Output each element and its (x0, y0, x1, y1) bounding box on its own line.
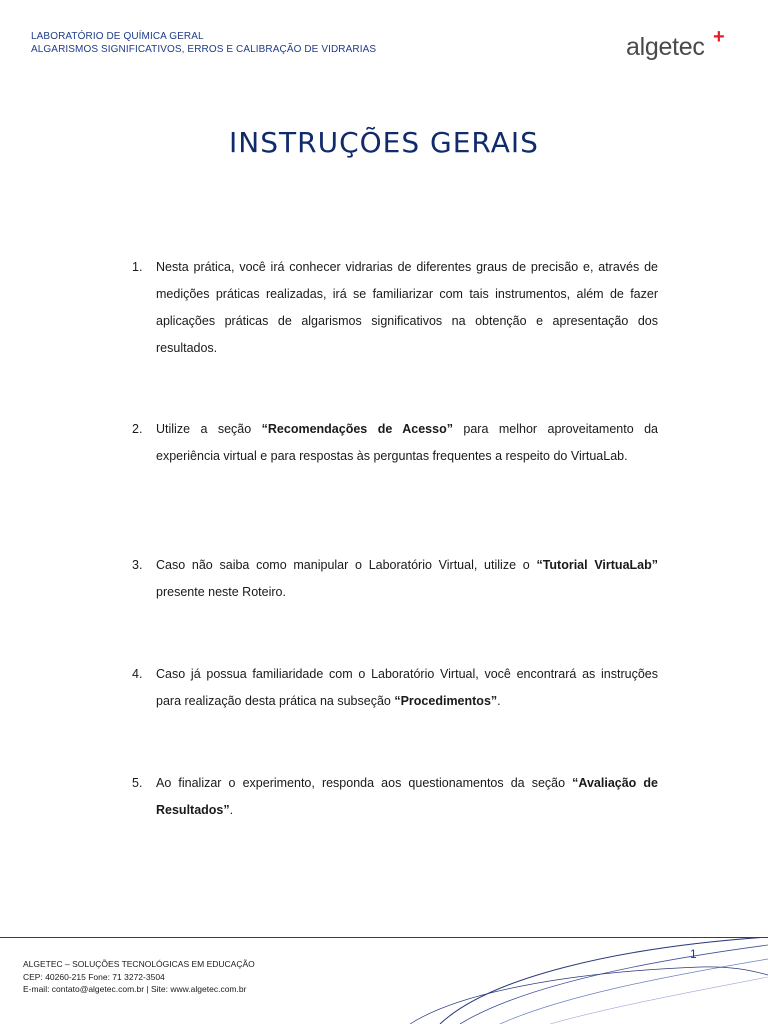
algetec-logo (626, 26, 736, 66)
instruction-fragment: Ao finalizar o experimento, responda aos questionamentos da seção (156, 776, 573, 790)
logo-plus-icon: + (713, 26, 725, 48)
instruction-fragment: Utilize a seção (156, 422, 262, 436)
page-number: 1 (690, 947, 697, 961)
instruction-number: 2. (132, 422, 143, 436)
instruction-item (130, 254, 658, 362)
document-header (31, 30, 376, 56)
instruction-emphasis: “Avaliação de Resultados” (156, 776, 658, 817)
instruction-text (156, 416, 658, 470)
logo-wordmark: algetec (626, 33, 705, 61)
instruction-fragment: para melhor aproveitamento da experiência virtual e para respostas às perguntas frequentes a respeito do VirtuaLab. (156, 422, 659, 463)
instruction-fragment: Nesta prática, você irá conhecer vidrarias de diferentes graus de precisão e, através de medições práticas realizadas, irá se familiarizar com tais instrumentos, além de fazer aplicações práticas de algarismos significativos na obtenção e apresentação dos resultados. (156, 260, 658, 355)
footer-contact: E-mail: contato@algetec.com.br | Site: www.algetec.com.br (23, 984, 247, 994)
instruction-fragment: presente neste Roteiro. (156, 585, 286, 599)
instruction-text (156, 254, 658, 362)
instruction-item (130, 770, 658, 824)
footer-company: ALGETEC – SOLUÇÕES TECNOLÓGICAS EM EDUCAÇÃO (23, 959, 255, 969)
header-course-title: LABORATÓRIO DE QUÍMICA GERAL (31, 31, 204, 42)
instruction-item (130, 661, 658, 715)
instruction-item (130, 416, 658, 470)
instruction-emphasis: “Tutorial VirtuaLab” (536, 558, 658, 572)
footer-contact-block (23, 958, 255, 996)
footer-wave-decoration (400, 937, 768, 1024)
header-practice-title: ALGARISMOS SIGNIFICATIVOS, ERROS E CALIBRAÇÃO DE VIDRARIAS (31, 44, 377, 55)
instruction-number: 5. (132, 776, 143, 790)
instruction-text (156, 552, 658, 606)
instruction-number: 4. (132, 667, 143, 681)
instruction-number: 3. (132, 558, 143, 572)
page-title: INSTRUÇÕES GERAIS (229, 126, 539, 159)
instruction-number: 1. (132, 260, 143, 274)
instruction-fragment: . (497, 694, 501, 708)
instruction-fragment: Caso já possua familiaridade com o Laboratório Virtual, você encontrará as instruções para realização desta prática na subseção (156, 667, 658, 708)
footer-address: CEP: 40260-215 Fone: 71 3272-3504 (23, 971, 165, 982)
instruction-emphasis: “Procedimentos” (394, 694, 498, 708)
instruction-text (156, 661, 658, 715)
instruction-fragment: Caso não saiba como manipular o Laboratório Virtual, utilize o (156, 558, 537, 572)
instruction-fragment: . (229, 803, 234, 817)
instruction-text (156, 770, 658, 824)
instruction-item (130, 552, 658, 606)
instruction-emphasis: “Recomendações de Acesso” (261, 422, 453, 436)
